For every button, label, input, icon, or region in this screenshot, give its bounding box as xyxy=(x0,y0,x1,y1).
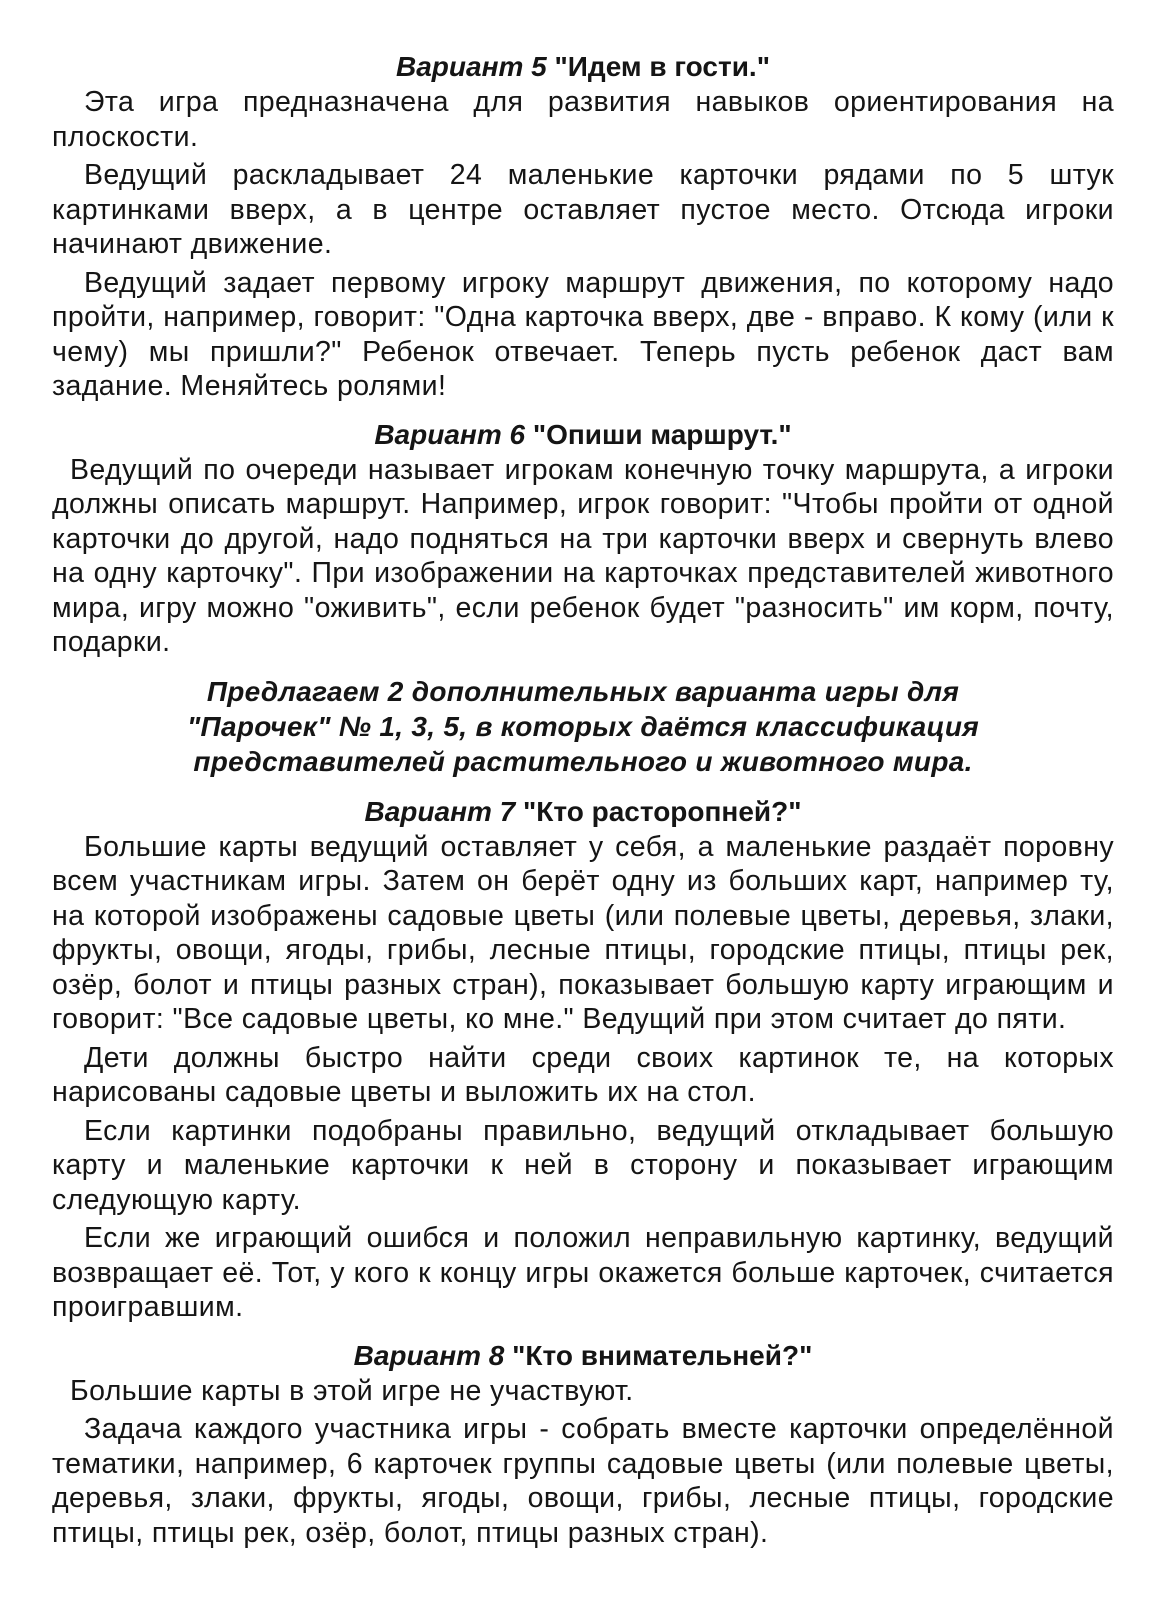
paragraph: Эта игра предназначена для развития навыков ориентирования на плоскости. xyxy=(52,86,1114,153)
section-variant-6 xyxy=(52,418,1114,660)
heading-title: "Идем в гости." xyxy=(554,51,770,82)
heading-variant-label: Вариант 8 xyxy=(353,1339,505,1371)
paragraph: Ведущий по очереди называет игрокам конечную точку маршрута, а игроки должны описать маршрут. Например, игрок говорит: "Чтобы пройти от одной карточки до другой, надо подняться на три карточки вверх и свернуть влево на одну карточку". При изображении на карточках представителей животного мира, игру можно "оживить", если ребенок будет "разносить" им корм, почту, подарки. xyxy=(52,453,1114,658)
heading-title: "Кто внимательней?" xyxy=(512,1339,813,1371)
paragraph: Большие карты ведущий оставляет у себя, а маленькие раздаёт поровну всем участникам игры. Затем он берёт одну из больших карт, например ту, на которой изображены садовые цветы (или полевые цветы, деревья, злаки, фрукты, овощи, ягоды, грибы, лесные птицы, городские птицы, птицы рек, озёр, болот и птицы разных стран), показывает большую карту играющим и говорит: "Все садовые цветы, ко мне." Ведущий при этом считает до пяти. xyxy=(52,830,1114,1035)
paragraph: Ведущий раскладывает 24 маленькие карточки рядами по 5 штук картинками вверх, а в центре оставляет пустое место. Отсюда игроки начинают движение. xyxy=(52,159,1114,260)
heading-title: "Опиши маршрут." xyxy=(532,418,792,450)
heading-variant-label: Вариант 7 xyxy=(364,795,516,827)
heading-variant-label: Вариант 5 xyxy=(396,51,547,82)
paragraph: Если картинки подобраны правильно, ведущий откладывает большую карту и маленькие карточки к ней в сторону и показывает играющим следующую карту. xyxy=(52,1114,1114,1216)
heading-variant-label: Вариант 6 xyxy=(374,418,526,450)
offer-line: представителей растительного и животного мира. xyxy=(193,745,973,777)
paragraph: Задача каждого участника игры - собрать вместе карточки определённой тематики, например, 6 карточек группы садовые цветы (или полевые цветы, деревья, злаки, фрукты, ягоды, овощи, грибы, лесные птицы, городские птицы, птицы рек, озёр, болот, птицы разных стран). xyxy=(52,1413,1114,1549)
paragraph: Дети должны быстро найти среди своих картинок те, на которых нарисованы садовые цветы и выложить их на стол. xyxy=(52,1041,1114,1108)
offer-note xyxy=(52,674,1114,779)
section-heading xyxy=(52,795,1114,828)
document-page xyxy=(52,50,1114,1564)
paragraph: Ведущий задает первому игроку маршрут движения, по которому надо пройти, например, говорит: "Одна карточка вверх, две - вправо. К кому (или к чему) мы пришли?" Ребенок отвечает. Теперь пусть ребенок даст вам задание. Меняйтесь ролями! xyxy=(52,266,1114,402)
heading-title: "Кто расторопней?" xyxy=(523,795,802,827)
section-variant-7 xyxy=(52,795,1114,1325)
section-heading xyxy=(52,1339,1114,1372)
offer-line: "Парочек" № 1, 3, 5, в которых даётся классификация xyxy=(186,710,980,742)
offer-line: Предлагаем 2 дополнительных варианта игры для xyxy=(206,675,960,707)
section-heading xyxy=(52,418,1114,451)
section-variant-5 xyxy=(52,50,1114,404)
paragraph: Большие карты в этой игре не участвуют. xyxy=(70,1374,634,1407)
paragraph: Если же играющий ошибся и положил неправильную картинку, ведущий возвращает её. Тот, у кого к концу игры окажется больше карточек, считается проигравшим. xyxy=(52,1222,1114,1323)
section-heading xyxy=(52,50,1114,83)
section-variant-8 xyxy=(52,1339,1114,1551)
